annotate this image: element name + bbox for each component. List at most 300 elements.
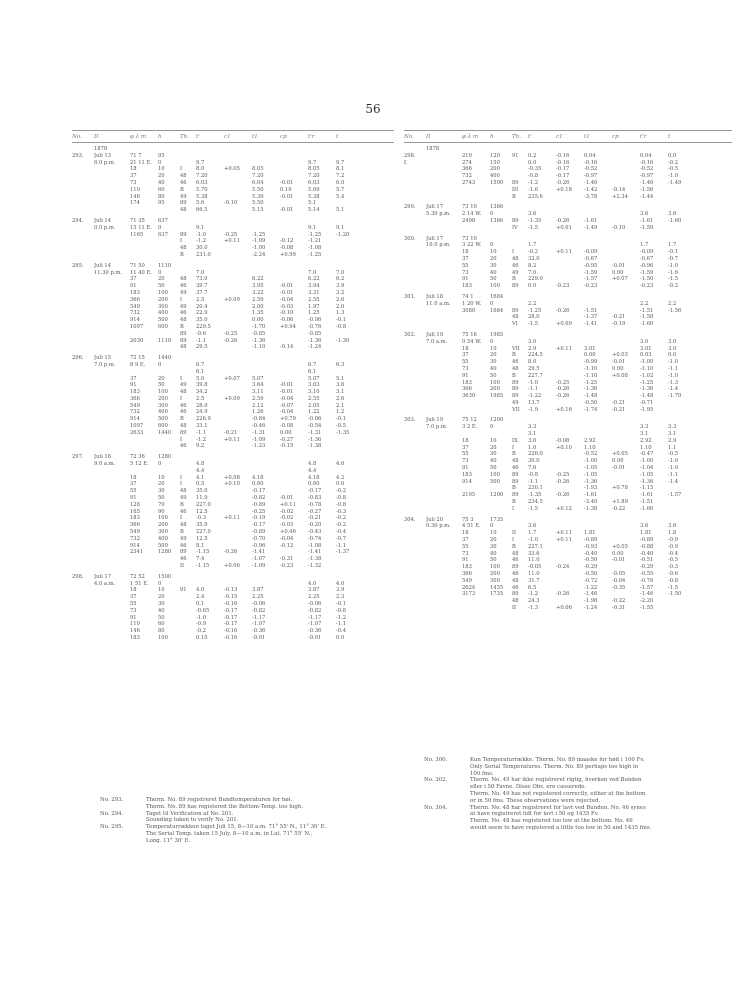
table-cell: 100 <box>490 283 500 290</box>
table-row <box>404 506 732 513</box>
table-cell: -1.70 <box>252 323 266 330</box>
table-cell: 18 <box>462 530 469 537</box>
table-cell <box>94 594 130 601</box>
table-cell: 37 <box>462 255 469 262</box>
table-cell: B <box>180 416 184 423</box>
table-cell: 3080 <box>462 307 476 314</box>
table-cell: 6.7 <box>308 361 317 368</box>
table-cell <box>426 571 462 578</box>
table-cell: -1.9 <box>528 406 539 413</box>
table-cell: 0.0 <box>668 352 677 359</box>
table-cell: -0.17 <box>224 614 238 621</box>
table-cell: -0.29 <box>640 564 654 571</box>
table-row <box>404 153 732 160</box>
table-cell: -0.01 <box>612 557 626 564</box>
table-cell: 0.0 <box>528 159 537 166</box>
table-cell: 4.0 <box>196 587 205 594</box>
table-cell: -2.20 <box>640 598 654 605</box>
table-cell: -1.10 <box>584 365 598 372</box>
table-cell <box>224 207 252 214</box>
table-row <box>72 355 394 362</box>
table-cell: 91 <box>462 465 469 472</box>
table-cell: -0.9 <box>668 537 679 544</box>
table-cell: 48 <box>180 488 187 495</box>
table-cell: -0.96 <box>640 262 654 269</box>
table-cell: 400 <box>490 173 500 180</box>
table-cell: -1.00 <box>640 359 654 366</box>
table-cell: 91 <box>130 614 137 621</box>
table-cell <box>404 386 426 393</box>
table-cell: -0.04 <box>280 535 294 542</box>
table-cell <box>72 430 94 437</box>
table-cell: 73 <box>462 458 469 465</box>
table-cell: -1.02 <box>640 372 654 379</box>
table-cell: -1.5 <box>668 276 679 283</box>
table-cell: 73 <box>462 365 469 372</box>
table-row <box>72 338 394 345</box>
table-cell <box>94 587 130 594</box>
column-header: t'r <box>640 134 647 140</box>
table-row <box>72 475 394 482</box>
table-cell: -1.2 <box>196 238 207 245</box>
table-cell: -1.41 <box>308 549 322 556</box>
table-cell: 183 <box>130 289 140 296</box>
table-cell <box>556 236 584 243</box>
table-cell <box>426 314 462 321</box>
table-cell: 1440 <box>158 429 172 436</box>
table-cell: -1.36 <box>584 478 598 485</box>
table-cell <box>72 382 94 389</box>
table-cell: 2624 <box>462 584 476 591</box>
table-row <box>72 153 394 160</box>
table-cell: -0.40 <box>640 550 654 557</box>
table-cell: 227.1 <box>528 543 543 550</box>
table-cell <box>490 431 512 438</box>
table-cell: +0.94 <box>280 323 296 330</box>
table-cell: 29.5 <box>528 365 540 372</box>
table-cell <box>94 543 130 550</box>
table-cell: -0.26 <box>224 549 238 556</box>
table-row <box>404 564 732 571</box>
table-cell: 7.0 <box>196 269 205 276</box>
table-cell <box>336 153 360 160</box>
table-row <box>404 598 732 605</box>
table-cell <box>426 276 462 283</box>
table-cell <box>224 290 252 297</box>
table-row <box>72 207 394 214</box>
table-row <box>72 563 394 570</box>
table-cell: +0.10 <box>556 444 572 451</box>
table-cell: 0 <box>158 361 162 368</box>
table-cell: 229.5 <box>196 323 211 330</box>
table-cell <box>668 332 692 339</box>
table-row <box>404 236 732 243</box>
table-cell <box>94 344 130 351</box>
table-row <box>404 424 732 431</box>
footnote-line: Therm. No. 89 registreret Bundtemperaturen for høi. <box>146 797 293 803</box>
table-cell: -0.67 <box>640 255 654 262</box>
table-cell <box>612 308 640 315</box>
table-cell: -0.26 <box>224 337 238 344</box>
table-cell: B <box>512 451 516 458</box>
table-cell <box>130 468 158 475</box>
table-cell: -0.10 <box>224 200 238 207</box>
table-row <box>72 166 394 173</box>
table-cell: +0.05 <box>612 451 628 458</box>
table-cell: 46 <box>512 571 519 578</box>
column-header: D <box>426 134 431 140</box>
table-cell <box>180 270 196 277</box>
table-cell <box>72 495 94 502</box>
table-cell <box>180 454 196 461</box>
table-cell <box>280 454 308 461</box>
table-cell <box>556 332 584 339</box>
table-cell: -0.01 <box>612 359 626 366</box>
table-cell: -0.21 <box>224 429 238 436</box>
table-cell <box>94 509 130 516</box>
table-row <box>72 200 394 207</box>
table-cell: Juli 19 <box>426 417 443 424</box>
table-cell <box>426 506 462 513</box>
table-cell <box>528 517 556 524</box>
table-cell <box>280 581 308 588</box>
table-cell <box>180 362 196 369</box>
table-cell: 200 <box>158 296 168 303</box>
table-cell: 21 11 E. <box>130 159 152 166</box>
table-cell: 0.0 <box>528 283 537 290</box>
table-row <box>72 481 394 488</box>
table-cell <box>612 180 640 187</box>
table-cell: 8 9 E. <box>130 361 146 368</box>
table-row <box>72 621 394 628</box>
table-cell: 1.7 <box>668 242 677 249</box>
table-cell <box>72 409 94 416</box>
table-cell <box>72 515 94 522</box>
table-cell: 5.38 <box>308 193 320 200</box>
table-cell: 296. <box>72 355 84 362</box>
table-cell: 39.8 <box>196 382 208 389</box>
table-cell <box>426 153 462 160</box>
table-cell: 100 <box>490 564 500 571</box>
table-cell: -0.01 <box>612 465 626 472</box>
table-cell: -0.23 <box>640 283 654 290</box>
table-cell <box>94 324 130 331</box>
table-cell: 1985 <box>490 393 504 400</box>
table-cell: 732 <box>462 173 472 180</box>
table-cell <box>556 598 584 605</box>
table-cell <box>404 256 426 263</box>
table-cell <box>490 485 512 492</box>
table-cell: -1.57 <box>640 584 654 591</box>
table-row <box>404 578 732 585</box>
table-cell <box>72 628 94 635</box>
table-cell: -1.10 <box>252 344 266 351</box>
table-cell: III <box>512 186 519 193</box>
table-cell <box>180 635 196 642</box>
column-header: φ λ m <box>130 134 147 140</box>
table-cell: -0.8 <box>336 607 347 614</box>
table-cell: -0.16 <box>556 159 570 166</box>
table-cell: +0.05 <box>612 543 628 550</box>
table-cell: -1.55 <box>640 605 654 611</box>
table-row <box>404 386 732 393</box>
table-row <box>72 587 394 594</box>
table-cell: -1.25 <box>308 231 322 238</box>
footnote-number: No. 294. <box>100 810 124 817</box>
table-cell: 0 <box>490 424 494 431</box>
table-cell <box>280 369 308 376</box>
table-cell: 10 <box>158 166 165 173</box>
table-cell <box>426 263 462 270</box>
table-cell: Juli 19 <box>426 331 443 338</box>
table-cell: 1435 <box>490 584 504 591</box>
table-cell <box>612 339 640 346</box>
table-cell: -1.60 <box>640 505 654 512</box>
table-cell: 1.10 <box>584 444 596 451</box>
table-cell: 89 <box>512 379 519 386</box>
table-cell <box>556 485 584 492</box>
table-cell <box>72 369 94 376</box>
table-cell: -1.0 <box>528 379 539 386</box>
table-cell <box>404 605 426 612</box>
table-cell: 0 <box>158 159 162 166</box>
table-cell <box>130 344 158 351</box>
table-cell <box>426 551 462 558</box>
table-row <box>72 416 394 423</box>
table-cell: 226.9 <box>196 416 211 423</box>
table-cell <box>404 431 426 438</box>
table-cell: 46 <box>180 556 187 563</box>
table-cell: -0.76 <box>308 323 322 330</box>
table-cell <box>224 382 252 389</box>
table-cell: -0.82 <box>308 607 322 614</box>
table-row <box>72 252 394 259</box>
table-cell: 500 <box>158 542 168 549</box>
table-cell: -0.52 <box>584 451 598 458</box>
table-cell: -1.61 <box>640 492 654 499</box>
table-cell: 8.2 <box>528 262 537 269</box>
table-cell: -0.17 <box>224 607 238 614</box>
table-cell: 10.0 p.m. <box>426 242 451 249</box>
table-cell: 46 <box>180 310 187 317</box>
table-cell: I <box>512 249 515 256</box>
table-cell <box>224 389 252 396</box>
table-cell: 6.22 <box>252 276 264 283</box>
table-cell: +0.11 <box>224 436 240 443</box>
column-header: c1 <box>224 134 231 140</box>
table-row <box>404 492 732 499</box>
table-cell: -0.3 <box>196 515 207 522</box>
table-cell: 3.0 <box>640 338 649 345</box>
table-cell: 183 <box>462 379 472 386</box>
table-cell: 46 <box>512 359 519 366</box>
table-cell: 2195 <box>462 492 476 499</box>
table-cell <box>490 598 512 605</box>
table-cell: -0.09 <box>584 249 598 256</box>
table-cell: -0.54 <box>308 423 322 430</box>
table-cell <box>72 331 94 338</box>
table-cell: 95 <box>158 200 165 207</box>
table-cell: -1.00 <box>584 458 598 465</box>
table-cell: 914 <box>130 416 140 423</box>
table-row <box>72 238 394 245</box>
table-row <box>404 218 732 225</box>
table-row <box>72 601 394 608</box>
table-cell: 55 <box>130 488 137 495</box>
table-cell: 549 <box>130 402 140 409</box>
table-cell: -1.36 <box>640 478 654 485</box>
table-cell: +0.09 <box>224 395 240 402</box>
table-row <box>404 571 732 578</box>
table-cell <box>426 359 462 366</box>
table-cell: 914 <box>462 478 472 485</box>
table-cell: -1.15 <box>196 549 210 556</box>
table-cell: -1.2 <box>528 179 539 186</box>
station-block <box>404 332 732 414</box>
table-cell <box>224 283 252 290</box>
table-row <box>404 283 732 290</box>
table-cell: 366 <box>462 386 472 393</box>
table-cell: -1.49 <box>584 224 598 231</box>
table-cell <box>280 481 308 488</box>
table-cell <box>426 225 462 232</box>
table-cell <box>224 276 252 283</box>
table-cell: 4.4 <box>196 467 205 474</box>
table-cell <box>556 517 584 524</box>
table-row <box>404 465 732 472</box>
table-cell <box>462 605 490 612</box>
table-cell: 30 <box>158 488 165 495</box>
table-cell: 40 <box>490 365 497 372</box>
table-cell <box>130 252 158 259</box>
table-cell <box>252 270 280 277</box>
table-cell: 4.8 <box>196 461 205 468</box>
table-cell <box>404 424 426 431</box>
table-cell <box>94 437 130 444</box>
table-cell: 1097 <box>130 323 144 330</box>
footnote-line: The Serial Temp. taken 15 July, 8—10 a.m. in Lat. 71° 55' N., <box>146 830 313 837</box>
table-cell: -0.85 <box>308 330 322 337</box>
table-cell: 1110 <box>158 337 172 344</box>
table-cell: -0.8 <box>336 501 347 508</box>
table-cell: -0.27 <box>280 436 294 443</box>
table-cell <box>556 359 584 366</box>
table-cell: -1.22 <box>584 584 598 591</box>
station-block <box>404 417 732 512</box>
table-cell <box>336 218 360 225</box>
table-cell: 2743 <box>462 179 476 186</box>
table-cell <box>512 160 528 167</box>
table-cell <box>404 211 426 218</box>
table-row <box>72 290 394 297</box>
footnote <box>100 824 400 844</box>
table-cell <box>612 346 640 353</box>
table-cell <box>336 238 360 245</box>
table-cell: 1.81 <box>584 530 596 537</box>
table-row <box>404 417 732 424</box>
table-cell <box>224 461 252 468</box>
table-cell <box>512 339 528 346</box>
table-cell: 366 <box>462 166 472 173</box>
table-cell: 0.04 <box>640 152 652 159</box>
table-cell: 8.0 <box>196 166 205 173</box>
table-cell: 2.9 <box>668 437 677 444</box>
table-cell <box>224 344 252 351</box>
table-cell <box>404 242 426 249</box>
table-cell: 1.81 <box>640 530 652 537</box>
table-cell: 1735 <box>490 516 504 523</box>
table-cell <box>512 204 528 211</box>
table-row <box>404 591 732 598</box>
table-cell: -1.17 <box>308 614 322 621</box>
table-cell <box>668 407 692 414</box>
table-cell <box>72 200 94 207</box>
table-cell: 30 <box>490 451 497 458</box>
table-cell <box>336 344 360 351</box>
table-cell <box>490 499 512 506</box>
table-cell <box>612 173 640 180</box>
table-cell: -1.98 <box>584 598 598 605</box>
table-cell: 1.25 <box>308 310 320 317</box>
table-cell: 89 <box>512 564 519 571</box>
table-cell: -0.97 <box>584 173 598 180</box>
table-cell: 73 <box>130 179 137 186</box>
table-cell: 1 51 E. <box>130 580 149 587</box>
table-cell <box>556 314 584 321</box>
table-cell: 5.07 <box>252 375 264 382</box>
table-cell <box>404 263 426 270</box>
table-cell <box>180 369 196 376</box>
table-cell: -1.6 <box>668 269 679 276</box>
table-cell: -0.89 <box>640 537 654 544</box>
table-cell <box>94 423 130 430</box>
table-cell <box>280 173 308 180</box>
table-row <box>404 431 732 438</box>
table-cell: -0.23 <box>556 283 570 290</box>
table-cell: -1.08 <box>308 542 322 549</box>
table-cell: B <box>180 323 184 330</box>
table-cell <box>404 187 426 194</box>
table-cell <box>404 523 426 530</box>
table-cell <box>612 236 640 243</box>
table-cell <box>94 430 130 437</box>
table-row <box>72 263 394 270</box>
table-cell: 2498 <box>462 217 476 224</box>
table-cell <box>426 472 462 479</box>
table-cell: 37 <box>462 352 469 359</box>
footnote <box>424 757 724 777</box>
table-cell: -0.26 <box>556 393 570 400</box>
table-cell: -0.21 <box>308 515 322 522</box>
table-cell: 10 <box>158 587 165 594</box>
table-row <box>404 294 732 301</box>
table-cell: -0.31 <box>612 605 626 611</box>
table-cell: -0.04 <box>280 409 294 416</box>
table-cell <box>512 517 528 524</box>
table-cell <box>72 601 94 608</box>
table-cell <box>224 362 252 369</box>
table-cell: -1.05 <box>640 471 654 478</box>
table-cell: 33.6 <box>528 550 540 557</box>
table-cell: 46 <box>180 508 187 515</box>
table-cell <box>94 238 130 245</box>
table-cell: +0.11 <box>556 345 572 352</box>
table-cell: 46 <box>512 584 519 591</box>
table-cell <box>94 276 130 283</box>
table-row <box>72 628 394 635</box>
table-cell: 0.0 p.m. <box>94 224 116 231</box>
table-row <box>72 218 394 225</box>
